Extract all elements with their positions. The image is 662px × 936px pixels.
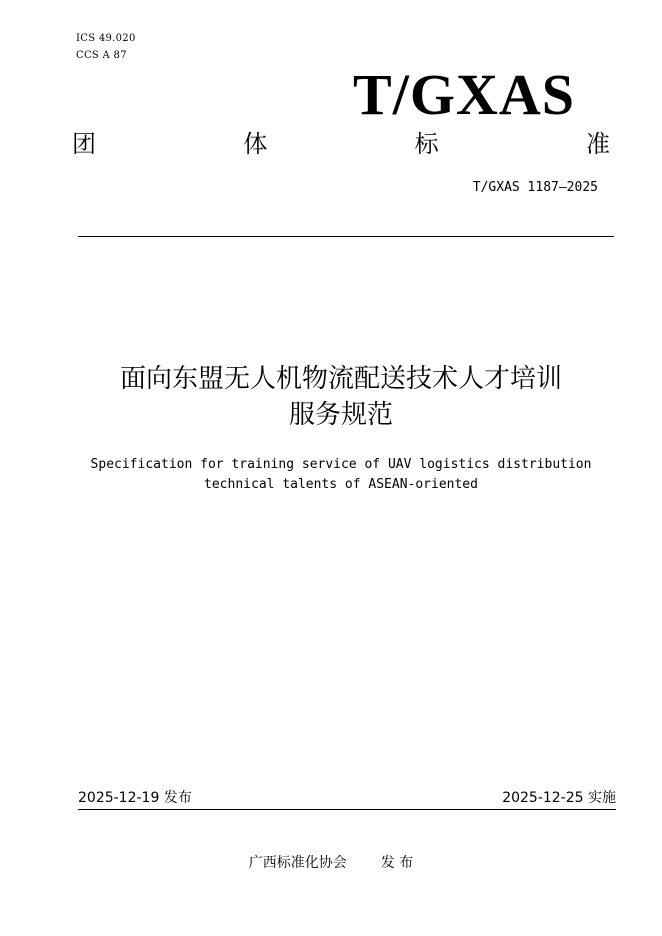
category-char: 标 [414,130,439,158]
standard-logo: T/GXAS [353,62,575,127]
title-en-line2: technical talents of ASEAN-oriented [204,477,478,492]
standard-number: T/GXAS 1187—2025 [472,180,598,195]
publisher [0,853,662,873]
implement-date: 2025-12-25 实施 [502,790,616,806]
title-cn-line1: 面向东盟无人机物流配送技术人才培训 [119,364,562,394]
category-char: 团 [72,130,96,158]
publisher-org: 广西标准化协会 [248,855,347,871]
footer-divider [78,809,616,810]
header-divider [78,236,614,237]
release-date: 2025-12-19 发布 [78,790,192,806]
category-char: 体 [243,130,268,158]
category-char: 准 [585,130,610,158]
title-en-line1: Specification for training service of UAV logistics distribution [90,457,592,472]
ics-code: ICS 49.020 [76,33,136,44]
ccs-code: CCS A 87 [76,50,127,61]
title-cn-line2: 服务规范 [288,400,393,430]
standard-category [72,126,610,162]
publisher-action: 发 布 [380,855,414,871]
